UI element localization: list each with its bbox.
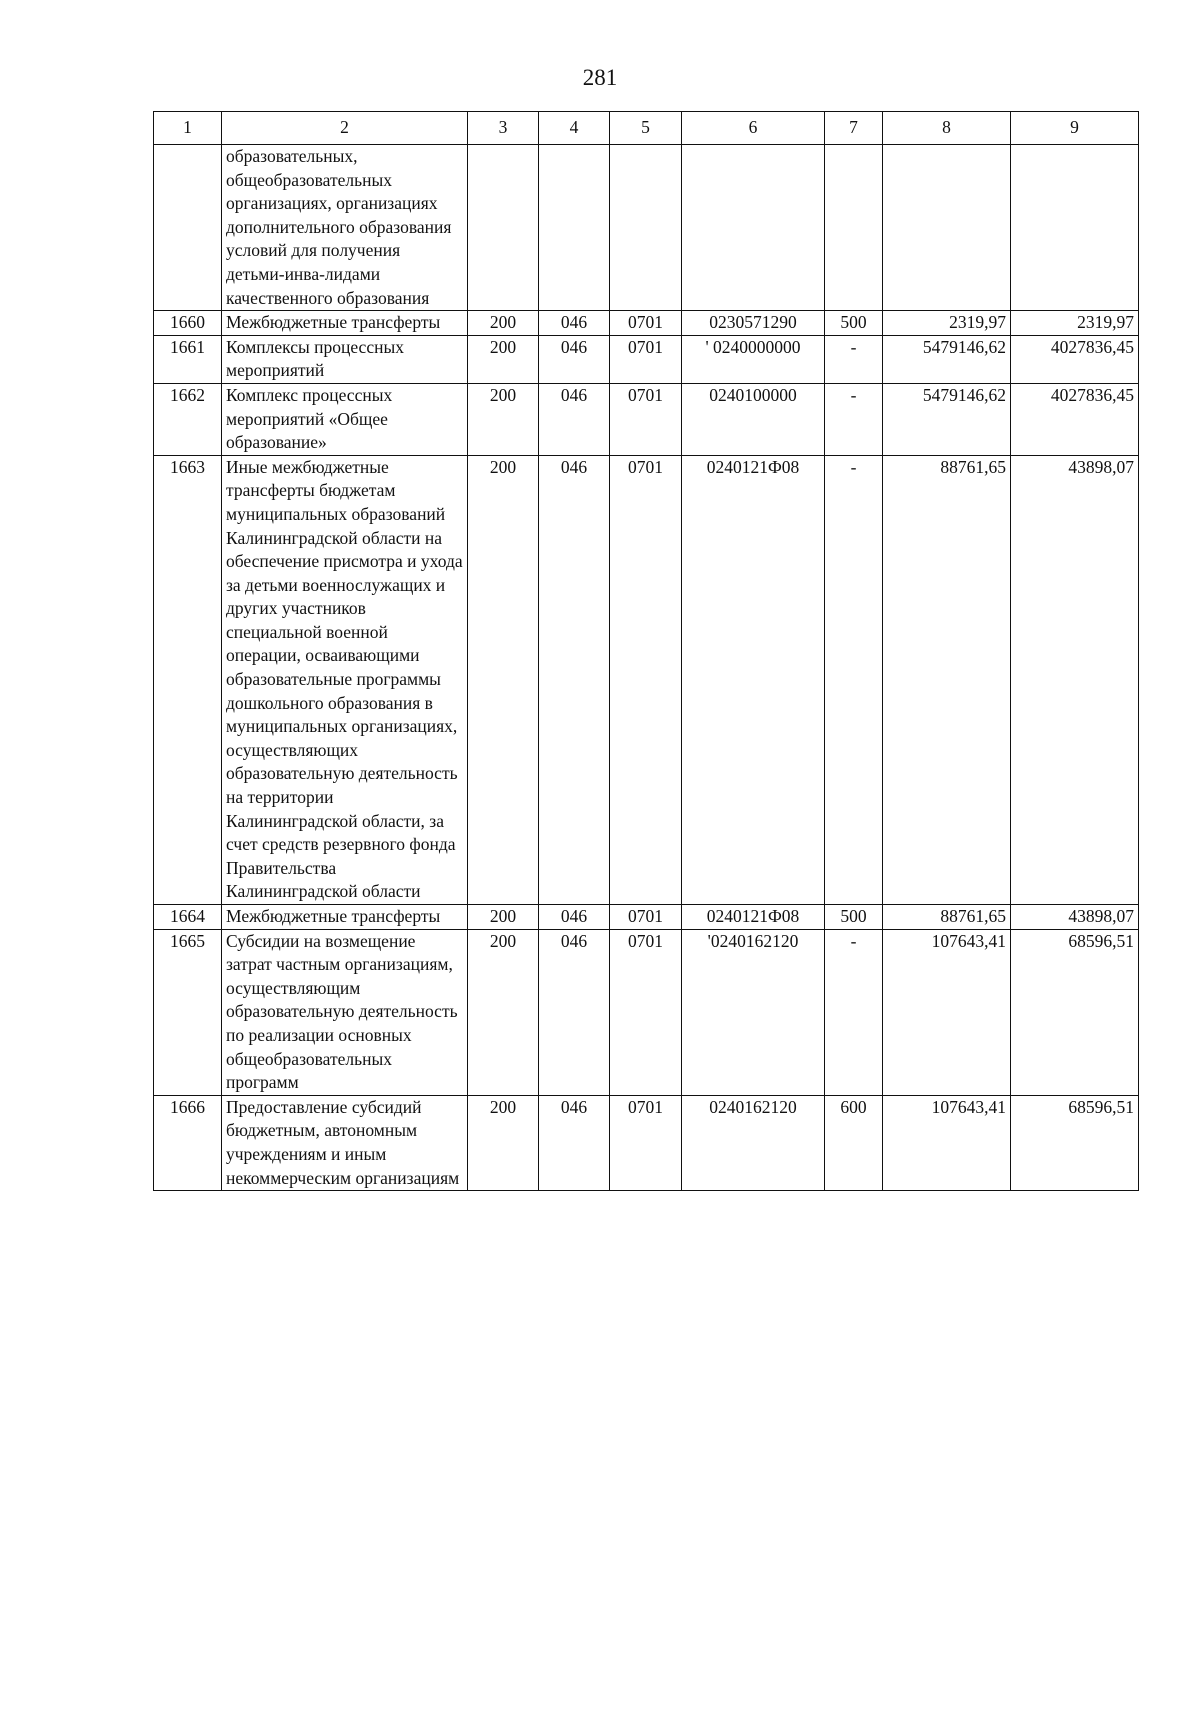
cell-col9: 68596,51	[1011, 1095, 1139, 1190]
cell-col8: 5479146,62	[883, 383, 1011, 455]
cell-col3: 200	[468, 929, 539, 1095]
row-name: Межбюджетные трансферты	[222, 311, 468, 336]
row-number: 1664	[154, 905, 222, 930]
cell-col6	[682, 145, 825, 311]
cell-col9: 68596,51	[1011, 929, 1139, 1095]
row-number: 1665	[154, 929, 222, 1095]
header-row	[154, 112, 1139, 145]
cell-col8: 107643,41	[883, 1095, 1011, 1190]
table-row	[154, 311, 1139, 336]
cell-col3: 200	[468, 335, 539, 383]
cell-col7: -	[825, 335, 883, 383]
cell-col6: 0240121Ф08	[682, 455, 825, 904]
cell-col4: 046	[539, 383, 610, 455]
row-number: 1660	[154, 311, 222, 336]
cell-col5	[610, 145, 682, 311]
cell-col3	[468, 145, 539, 311]
row-number: 1666	[154, 1095, 222, 1190]
budget-table	[153, 111, 1139, 1191]
cell-col8: 88761,65	[883, 905, 1011, 930]
cell-col9	[1011, 145, 1139, 311]
cell-col4: 046	[539, 455, 610, 904]
cell-col4: 046	[539, 311, 610, 336]
column-header: 6	[682, 112, 825, 145]
row-name: Комплекс процессных мероприятий «Общее образование»	[222, 383, 468, 455]
cell-col3: 200	[468, 905, 539, 930]
cell-col7: -	[825, 383, 883, 455]
table-row	[154, 383, 1139, 455]
cell-col5: 0701	[610, 335, 682, 383]
cell-col8: 2319,97	[883, 311, 1011, 336]
cell-col8	[883, 145, 1011, 311]
row-name: Субсидии на возмещение затрат частным организациям, осуществляющим образовательную деятельность по реализации основных общеобразовательных программ	[222, 929, 468, 1095]
cell-col4: 046	[539, 929, 610, 1095]
table-row	[154, 335, 1139, 383]
row-number	[154, 145, 222, 311]
cell-col5: 0701	[610, 929, 682, 1095]
cell-col6: ' 0240000000	[682, 335, 825, 383]
cell-col4: 046	[539, 335, 610, 383]
cell-col9: 2319,97	[1011, 311, 1139, 336]
page-number: 281	[582, 65, 618, 90]
column-header: 8	[883, 112, 1011, 145]
row-name: Предоставление субсидий бюджетным, автономным учреждениям и иным некоммерческим организациям	[222, 1095, 468, 1190]
column-header: 5	[610, 112, 682, 145]
cell-col7: 600	[825, 1095, 883, 1190]
cell-col4: 046	[539, 1095, 610, 1190]
cell-col5: 0701	[610, 383, 682, 455]
row-number: 1663	[154, 455, 222, 904]
cell-col5: 0701	[610, 1095, 682, 1190]
row-number: 1661	[154, 335, 222, 383]
cell-col3: 200	[468, 311, 539, 336]
cell-col9: 43898,07	[1011, 455, 1139, 904]
row-number: 1662	[154, 383, 222, 455]
row-name: Комплексы процессных мероприятий	[222, 335, 468, 383]
row-name: Межбюджетные трансферты	[222, 905, 468, 930]
cell-col5: 0701	[610, 905, 682, 930]
cell-col5: 0701	[610, 311, 682, 336]
cell-col7: 500	[825, 311, 883, 336]
row-name: образовательных, общеобразовательных организациях, организациях дополнительного образования условий для получения детьми-инва-лидами качественного образования	[222, 145, 468, 311]
cell-col7: -	[825, 929, 883, 1095]
table-row	[154, 929, 1139, 1095]
cell-col5: 0701	[610, 455, 682, 904]
cell-col8: 88761,65	[883, 455, 1011, 904]
cell-col6: '0240162120	[682, 929, 825, 1095]
cell-col6: 0240121Ф08	[682, 905, 825, 930]
column-header: 3	[468, 112, 539, 145]
cell-col8: 5479146,62	[883, 335, 1011, 383]
cell-col6: 0240100000	[682, 383, 825, 455]
cell-col3: 200	[468, 455, 539, 904]
cell-col7: 500	[825, 905, 883, 930]
cell-col9: 43898,07	[1011, 905, 1139, 930]
column-header: 4	[539, 112, 610, 145]
cell-col3: 200	[468, 383, 539, 455]
column-header: 9	[1011, 112, 1139, 145]
cell-col6: 0240162120	[682, 1095, 825, 1190]
column-header: 1	[154, 112, 222, 145]
cell-col7	[825, 145, 883, 311]
cell-col4	[539, 145, 610, 311]
table-row	[154, 1095, 1139, 1190]
cell-col9: 4027836,45	[1011, 335, 1139, 383]
table-row	[154, 145, 1139, 311]
cell-col8: 107643,41	[883, 929, 1011, 1095]
column-header: 7	[825, 112, 883, 145]
cell-col4: 046	[539, 905, 610, 930]
cell-col7: -	[825, 455, 883, 904]
table-row	[154, 905, 1139, 930]
cell-col9: 4027836,45	[1011, 383, 1139, 455]
cell-col6: 0230571290	[682, 311, 825, 336]
row-name: Иные межбюджетные трансферты бюджетам муниципальных образований Калининградской области на обеспечение присмотра и ухода за детьми военнослужащих и других участников специальной военной операции, осваивающими образовательные программы дошкольного образования в муниципальных организациях, осуществляющих образовательную деятельность на территории Калининградской области, за счет средств резервного фонда Правительства Калининградской области	[222, 455, 468, 904]
table-row	[154, 455, 1139, 904]
cell-col3: 200	[468, 1095, 539, 1190]
column-header: 2	[222, 112, 468, 145]
